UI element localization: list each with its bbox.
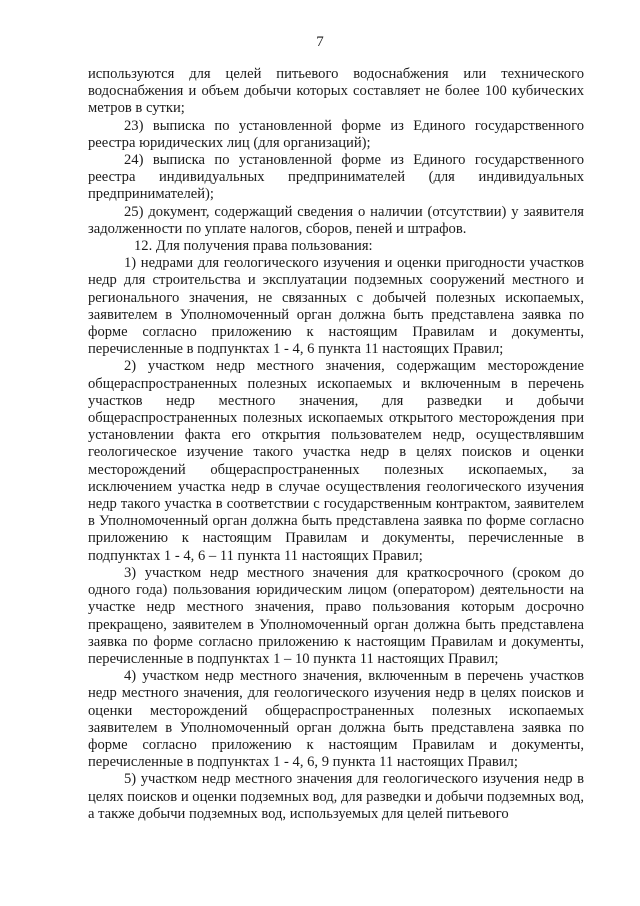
page-number: 7 xyxy=(316,34,324,50)
paragraph-subitem-1: 1) недрами для геологического изучения и оценки пригодности участков недр для строительства и эксплуатации подземных сооружений местного и регионального значения, не связанных с добычей полезных ископаемых, заявителем в Уполномоченный орган должна быть представлена заявка по форме согласно приложению к настоящим Правилам и документы, перечисленные в подпунктах 1 - 4, 6 пункта 11 настоящих Правил; xyxy=(88,255,584,358)
paragraph-subitem-4: 4) участком недр местного значения, включенным в перечень участков недр местного значения, для геологического изучения недр в целях поисков и оценки месторождений общераспространенных полезных ископаемых заявителем в Уполномоченный орган должна быть представлена заявка по форме согласно приложению к настоящим Правилам и документы, перечисленные в подпунктах 1 - 4, 6, 9 пункта 11 настоящих Правил; xyxy=(88,668,584,771)
paragraph-item-23: 23) выписка по установленной форме из Единого государственного реестра юридических лиц (для организаций); xyxy=(88,117,584,151)
paragraph-subitem-2: 2) участком недр местного значения, содержащим месторождение общераспространенных полезных ископаемых и включенным в перечень участков недр местного значения, для разведки и добычи общераспространенных полезных ископаемых открытого месторождения при установлении факта его открытия пользователем недр, осуществлявшим геологическое изучение такого участка недр в целях поисков и оценки месторождений общераспространенных полезных ископаемых, за исключением участка недр в случае осуществления геологического изучения недр такого участка в соответствии с государственным контрактом, заявителем в Уполномоченный орган должна быть представлена заявка по форме согласно приложению к настоящим Правилам и документы, перечисленные в подпунктах 1 - 4, 6 – 11 пункта 11 настоящих Правил; xyxy=(88,358,584,564)
paragraph-item-24: 24) выписка по установленной форме из Единого государственного реестра индивидуальных предпринимателей (для индивидуальных предпринимателей); xyxy=(88,152,584,203)
paragraph-item-25: 25) документ, содержащий сведения о наличии (отсутствии) у заявителя задолженности по уплате налогов, сборов, пеней и штрафов. xyxy=(88,203,584,237)
document-body xyxy=(88,66,584,823)
paragraph-subitem-3: 3) участком недр местного значения для краткосрочного (сроком до одного года) пользования юридическим лицом (оператором) деятельности на участке недр местного значения, право пользования которым досрочно прекращено, заявителем в Уполномоченный орган должна быть представлена заявка по форме согласно приложению к настоящим Правилам и документы, перечисленные в подпунктах 1 – 10 пункта 11 настоящих Правил; xyxy=(88,564,584,667)
paragraph-continuation: используются для целей питьевого водоснабжения или технического водоснабжения и объем добычи которых составляет не более 100 кубических метров в сутки; xyxy=(88,66,584,117)
paragraph-subitem-5: 5) участком недр местного значения для геологического изучения недр в целях поисков и оценки подземных вод, для разведки и добычи подземных вод, а также добычи подземных вод, используемых для целей питьевого xyxy=(88,771,584,822)
section-heading-12: 12. Для получения права пользования: xyxy=(134,238,373,255)
